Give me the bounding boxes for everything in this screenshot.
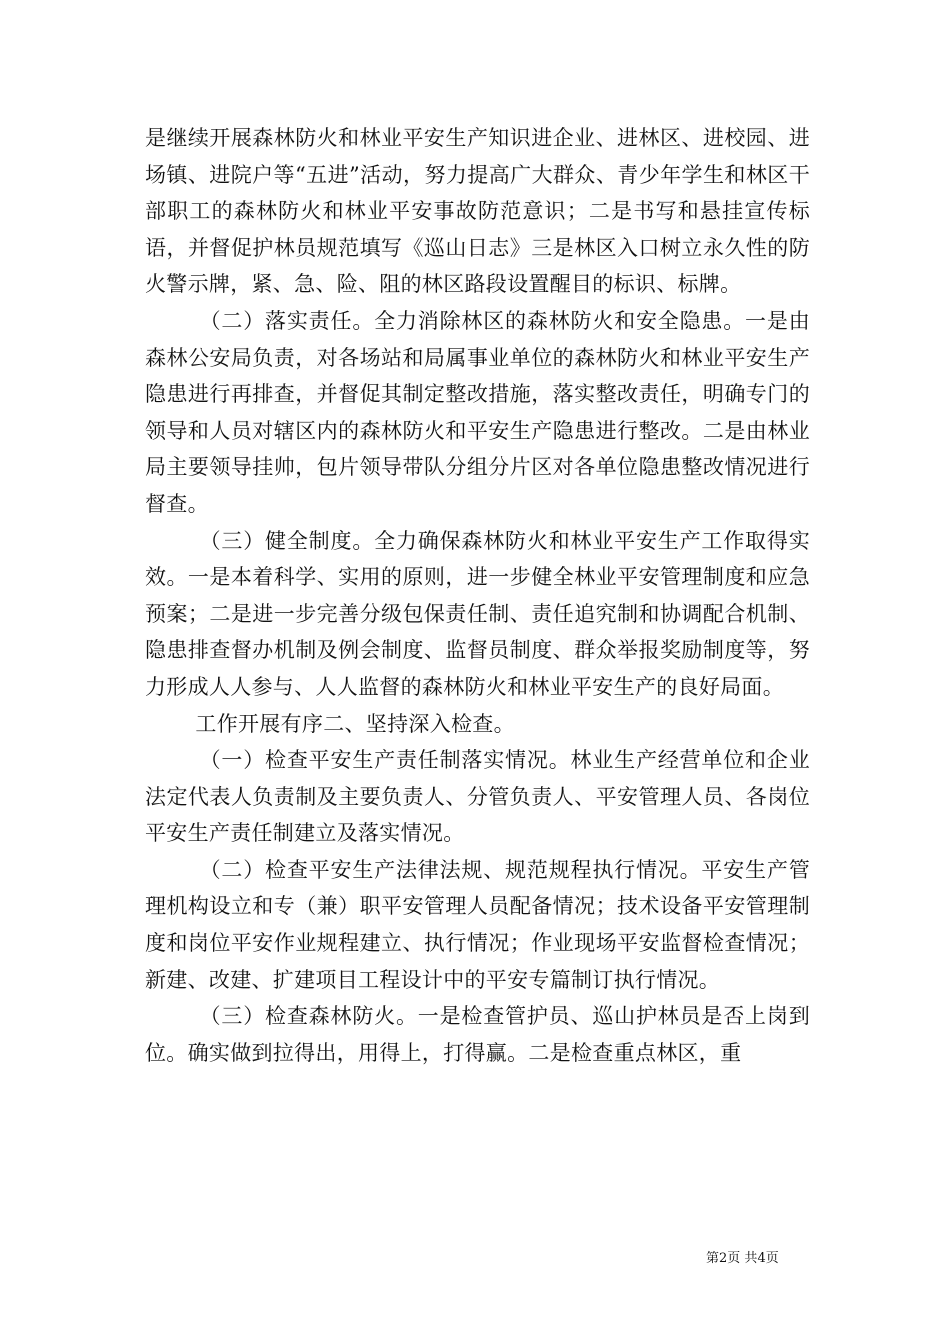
paragraph-continuation: 是继续开展森林防火和林业平安生产知识进企业、进林区、进校园、进场镇、进院户等“五进”活动，努力提高广大群众、青少年学生和林区干部职工的森林防火和林业平安事故防范意识；二是书写和悬挂宣传标语，并督促护林员规范填写《巡山日志》三是林区入口树立永久性的防火警示牌，紧、急、险、阻的林区路段设置醒目的标识、标牌。 xyxy=(145,126,810,297)
document-body xyxy=(145,120,810,1071)
page-number-footer xyxy=(706,1250,779,1268)
paragraph-check-regulations: （二）检查平安生产法律法规、规范规程执行情况。平安生产管理机构设立和专（兼）职平安管理人员配备情况；技术设备平安管理制度和岗位平安作业规程建立、执行情况；作业现场平安监督检查情况；新建、改建、扩建项目工程设计中的平安专篇制订执行情况。 xyxy=(145,857,810,992)
footer-total-pages: 4 xyxy=(757,1251,766,1266)
footer-middle: 页 共 xyxy=(727,1251,758,1266)
paragraph-check-responsibility: （一）检查平安生产责任制落实情况。林业生产经营单位和企业法定代表人负责制及主要负责人、分管负责人、平安管理人员、各岗位平安生产责任制建立及落实情况。 xyxy=(145,748,810,846)
paragraph-implement-responsibility: （二）落实责任。全力消除林区的森林防火和安全隐患。一是由森林公安局负责，对各场站和局属事业单位的森林防火和林业平安生产隐患进行再排查，并督促其制定整改措施，落实整改责任，明确专门的领导和人员对辖区内的森林防火和平安生产隐患进行整改。二是由林业局主要领导挂帅，包片领导带队分组分片区对各单位隐患整改情况进行督查。 xyxy=(145,308,810,516)
footer-current-page: 2 xyxy=(719,1251,728,1266)
paragraph-section-heading: 工作开展有序二、坚持深入检查。 xyxy=(195,711,515,736)
footer-suffix: 页 xyxy=(765,1251,779,1266)
footer-prefix: 第 xyxy=(706,1251,720,1266)
paragraph-check-fire-prevention: （三）检查森林防火。一是检查管护员、巡山护林员是否上岗到位。确实做到拉得出，用得上，打得赢。二是检查重点林区，重 xyxy=(145,1004,810,1065)
paragraph-improve-system: （三）健全制度。全力确保森林防火和林业平安生产工作取得实效。一是本着科学、实用的原则，进一步健全林业平安管理制度和应急预案；二是进一步完善分级包保责任制、责任追究制和协调配合机制、隐患排查督办机制及例会制度、监督员制度、群众举报奖励制度等，努力形成人人参与、人人监督的森林防火和林业平安生产的良好局面。 xyxy=(145,528,810,699)
